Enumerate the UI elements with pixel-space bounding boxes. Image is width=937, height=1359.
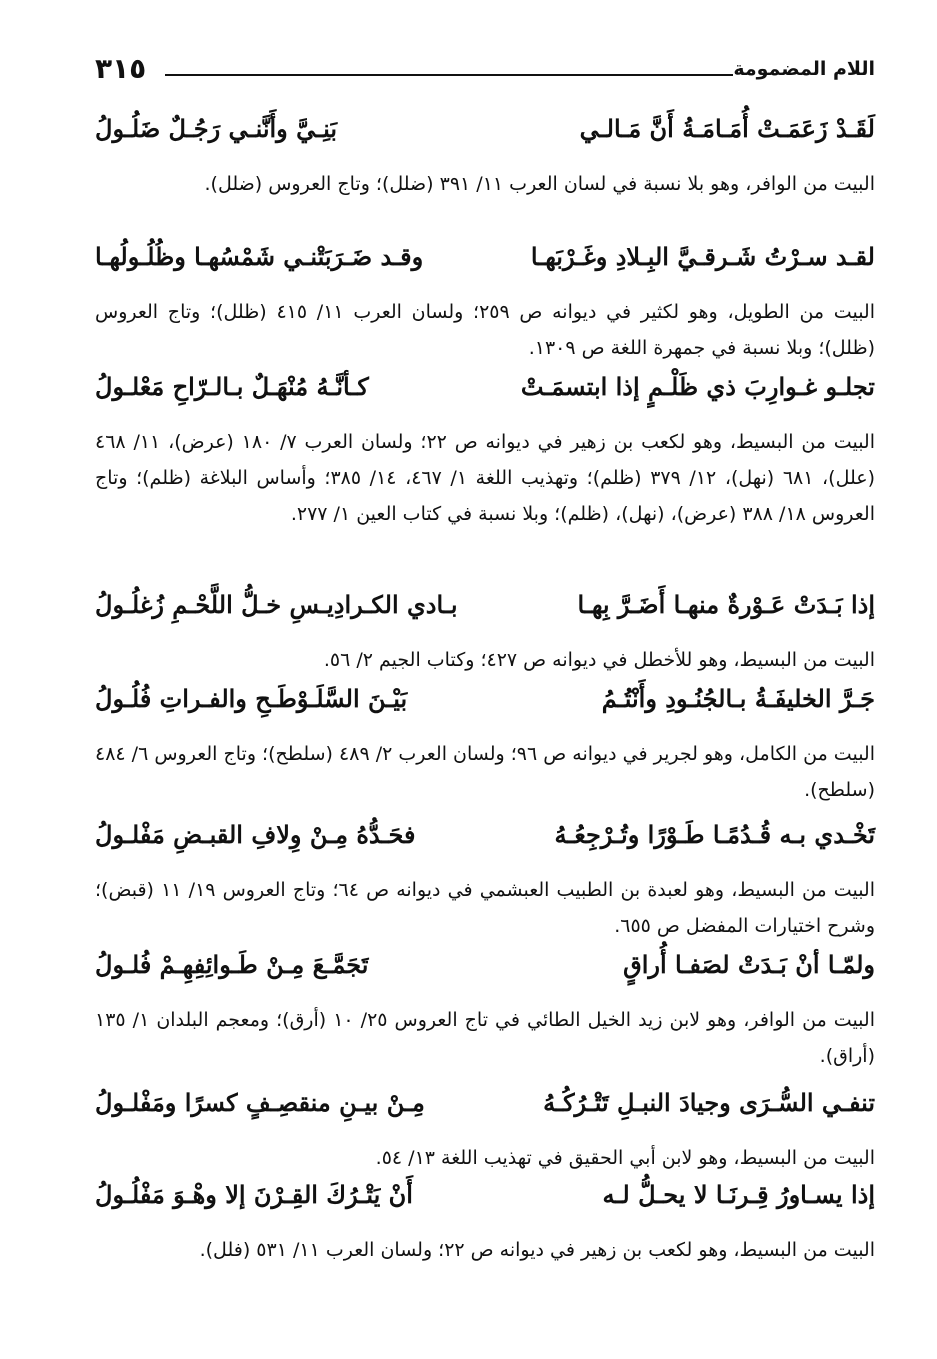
first-hemistich: لقـد سـرْتُ شَـرقـيَّ البِـلادِ وغَـرْبَهـا — [530, 242, 875, 271]
verse-entry — [95, 1084, 875, 1176]
verse-entry — [95, 816, 875, 944]
verse-line — [95, 368, 875, 424]
verse-line — [95, 586, 875, 642]
verse-line — [95, 238, 875, 294]
source-note: البيت من البسيط، وهو لكعب بن زهير في ديوانه ص ٢٢؛ ولسان العرب ٧/ ١٨٠ (عرض)، ١١/ ٤٦٨ (علل)، ٦٨١ (نهل)، ١٢/ ٣٧٩ (ظلم)؛ وتهذيب اللغة ١/ ٤٦٧، ١٤/ ٣٨٥؛ وأساس البلاغة (ظلم)؛ وتاج العروس ١٨/ ٣٨٨ (عرض)، (نهل)، (ظلم)؛ وبلا نسبة في كتاب العين ١/ ٢٧٧. — [95, 431, 875, 525]
source-note: البيت من البسيط، وهو لابن أبي الحقيق في تهذيب اللغة ١٣/ ٥٤. — [375, 1147, 875, 1169]
verse-entry — [95, 368, 875, 532]
first-hemistich: تجلـو غـوارِبَ ذي ظَلْـمٍ إذا ابتسمَـتْ — [520, 372, 875, 401]
first-hemistich: تنفـي السُّـرَى وجيادَ النبـلِ تَتْـرُكُـهُ — [543, 1088, 875, 1117]
verse-line — [95, 946, 875, 1002]
first-hemistich: جَـرَّ الخليفَـةُ بـالجُنُـودِ وأَنْتُـمُ — [601, 684, 875, 713]
verse-line — [95, 1176, 875, 1232]
verse-entry — [95, 238, 875, 366]
verse-line — [95, 680, 875, 736]
source-note: البيت من الكامل، وهو لجرير في ديوانه ص ٩٦؛ ولسان العرب ٢/ ٤٨٩ (سلطح)؛ وتاج العروس ٦/ ٤٨٤ (سلطح). — [95, 743, 875, 801]
second-hemistich: أَنْ يَتْـرُكَ القِـرْنَ إلا وهْـوَ مَفْلُـولُ — [95, 1180, 413, 1209]
first-hemistich: ولمّـا أنْ بَـدَتْ لصَفـا أُراقٍ — [623, 950, 875, 979]
first-hemistich: تَخْـدي بـه قُـدُمًـا طَـوْرًا وتُـرْجِعُـهُ — [554, 820, 875, 849]
source-note: البيت من البسيط، وهو لكعب بن زهير في ديوانه ص ٢٢؛ ولسان العرب ١١/ ٥٣١ (فلل). — [199, 1239, 875, 1261]
first-hemistich: إذا يسـاورُ قِـرنَـا لا يحـلُّ لـه — [602, 1180, 875, 1209]
verse-entry — [95, 1176, 875, 1268]
verse-entry — [95, 586, 875, 678]
source-note: البيت من الوافر، وهو بلا نسبة في لسان العرب ١١/ ٣٩١ (ضلل)؛ وتاج العروس (ضلل). — [204, 173, 875, 195]
second-hemistich: بَنِـيَّ وأَنَّنـي رَجُـلٌ ضَلُـولُ — [95, 114, 338, 143]
second-hemistich: فحَـدُّهُ مِـنْ وِلافِ القبـضِ مَفْلـولُ — [95, 820, 416, 849]
verse-entry — [95, 680, 875, 808]
second-hemistich: بـادي الكـرادِيـسِ خـلُّ اللَّحْـمِ زُغلُـولُ — [95, 590, 458, 619]
first-hemistich: إذا بَـدَتْ عَـوْرةٌ منهـا أَضَـرَّ بِهـا — [577, 590, 875, 619]
verse-entry — [95, 110, 875, 202]
source-note: البيت من الطويل، وهو لكثير في ديوانه ص ٢٥٩؛ ولسان العرب ١١/ ٤١٥ (ظلل)؛ وتاج العروس (ظلل)؛ وبلا نسبة في جمهرة اللغة ص ١٣٠٩. — [95, 301, 875, 359]
header-rule — [165, 74, 733, 76]
second-hemistich: تَجَمَّـعَ مِـنْ طَـوائِفِهِـمْ فُلـولُ — [95, 950, 369, 979]
verse-line — [95, 816, 875, 872]
verse-line — [95, 110, 875, 166]
running-head: اللام المضمومة — [733, 58, 875, 80]
second-hemistich: مِـنْ بيـنِ منقصِـفٍ كسرًا ومَفْلـولُ — [95, 1088, 425, 1117]
page-number: ٣١٥ — [95, 52, 147, 85]
verse-entry — [95, 946, 875, 1074]
verse-line — [95, 1084, 875, 1140]
first-hemistich: لَقَـدْ زَعَمَـتْ أُمَـامَـةُ أَنَّ مَـالـي — [579, 114, 875, 143]
page-header — [95, 52, 875, 94]
source-note: البيت من البسيط، وهو للأخطل في ديوانه ص ٤٢٧؛ وكتاب الجيم ٢/ ٥٦. — [323, 649, 875, 671]
source-note: البيت من الوافر، وهو لابن زيد الخيل الطائي في تاج العروس ٢٥/ ١٠ (أرق)؛ ومعجم البلدان ١/ ١٣٥ (أراق). — [95, 1009, 875, 1067]
second-hemistich: كـأنَّـهُ مُنْهَـلٌ بـالـرّاحِ مَعْلـولُ — [95, 372, 369, 401]
source-note: البيت من البسيط، وهو لعبدة بن الطبيب العبشمي في ديوانه ص ٦٤؛ وتاج العروس ١٩/ ١١ (قبض)؛ وشرح اختيارات المفضل ص ٦٥٥. — [95, 879, 875, 937]
second-hemistich: بَيْـنَ السَّلَـوْطَـحِ والفـراتِ فُلُـولُ — [95, 684, 408, 713]
second-hemistich: وقـد ضَـرَبَتْنـي شَمْسُهـا وظُلُـولُهـا — [95, 242, 424, 271]
